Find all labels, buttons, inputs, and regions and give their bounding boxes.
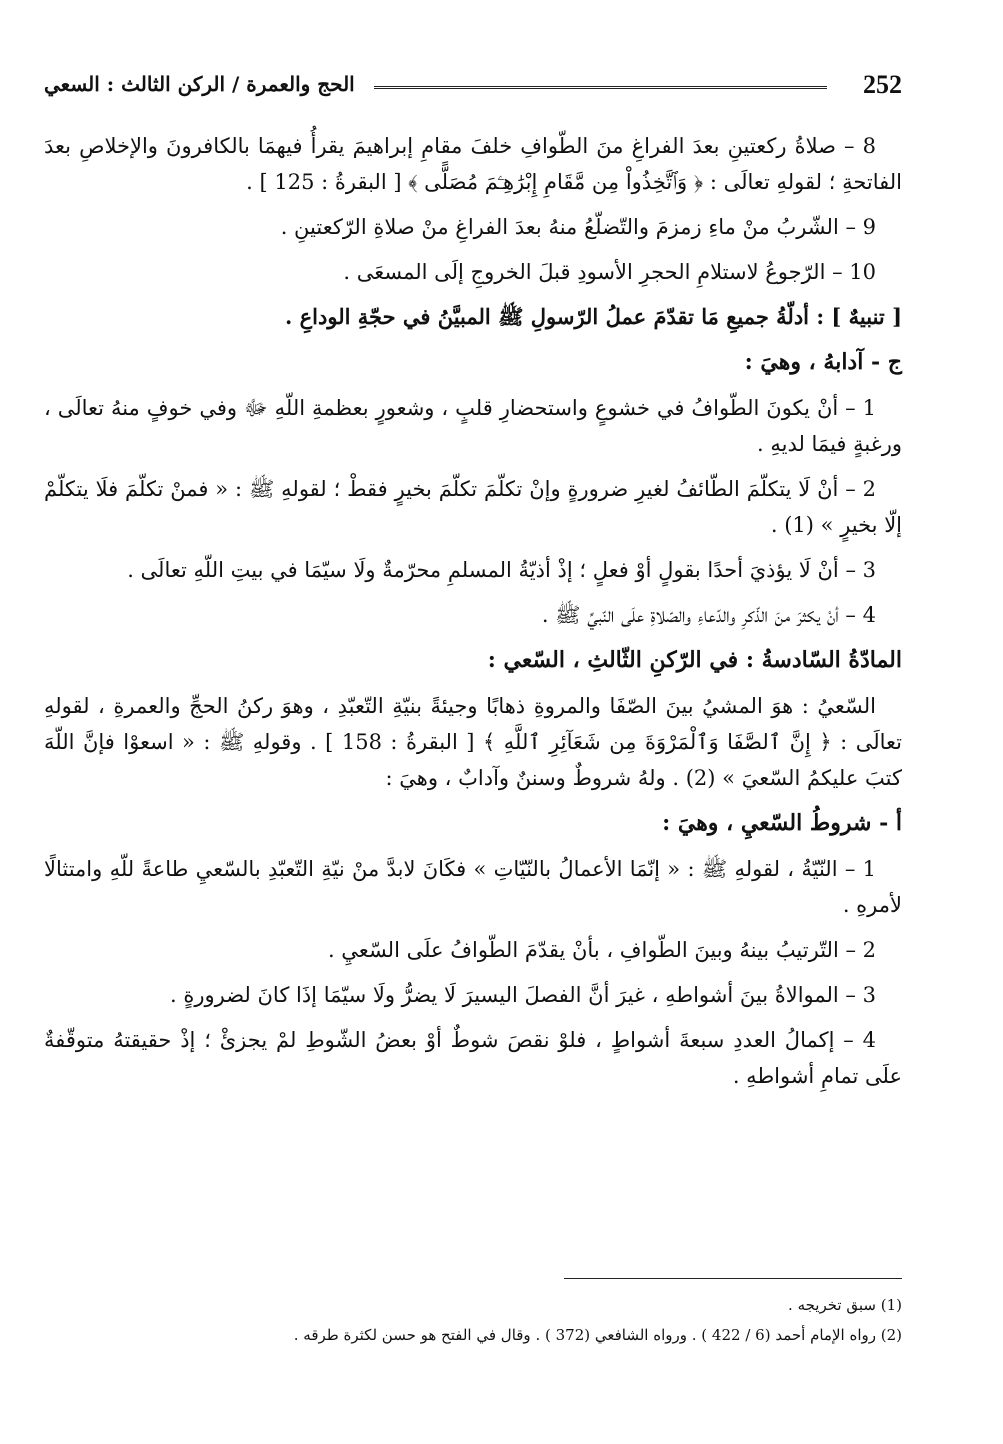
condition-2: 2 – التّرتيبُ بينهُ وبينَ الطّوافِ ، بأنْ يقدّمَ الطّوافُ علَى السّعيِ . — [327, 938, 876, 962]
heading-etiquette: ج - آدابهُ ، وهيَ : — [744, 349, 902, 375]
etiquette-4: 4 – أنْ يكثرَ منَ الذّكرِ والدّعاءِ والصّلاةِ علَى النّبيِّ ﷺ . — [541, 603, 876, 627]
condition-4: 4 – إكمالُ العددِ سبعةَ أشواطٍ ، فلوْ نقصَ شوطٌ أوْ بعضُ الشّوطِ لمْ يجزئْ ؛ إذْ حقيقتهُ متوقّفةٌ علَى تمامِ أشواطهِ . — [44, 1028, 902, 1088]
footnote-2: (2) رواه الإمام أحمد (6 / 422 ) . ورواه الشافعي (372 ) . وقال في الفتح هو حسن لكثرة طرقه . — [293, 1326, 902, 1344]
book-page — [44, 60, 902, 1430]
footnote-1: (1) سبق تخريجه . — [788, 1296, 902, 1314]
footnotes — [44, 1290, 902, 1350]
item-8: 8 – صلاةُ ركعتينِ بعدَ الفراغِ منَ الطّوافِ خلفَ مقامِ إبراهيمَ يقرأُ فيهمَا بالكافرونَ والإخلاصِ بعدَ الفاتحةِ ؛ لقولهِ تعالَى : ﴿ وَٱتَّخِذُواْ مِن مَّقَامِ إِبْرَٰهِـۧمَ مُصَلًّى ﴾ [ البقرةُ : 125 ] . — [44, 134, 902, 194]
item-10: 10 – الرّجوعُ لاستلامِ الحجرِ الأسودِ قبلَ الخروجِ إلَى المسعَى . — [343, 260, 876, 284]
header-rule — [374, 86, 827, 92]
page-number: 252 — [863, 70, 902, 99]
running-title: الحج والعمرة / الركن الثالث : السعي — [44, 72, 355, 96]
condition-3: 3 – الموالاةُ بينَ أشواطهِ ، غيرَ أنَّ الفصلَ اليسيرَ لَا يضرُّ ولَا سيّمَا إذَا كانَ لضرورةٍ . — [170, 983, 876, 1007]
condition-1: 1 – النّيّةُ ، لقولهِ ﷺ : « إنّمَا الأعمالُ بالنّيّاتِ » فكَانَ لابدَّ منْ نيّةِ التّعبّدِ بالسّعيِ طاعةً للّهِ وامتثالًا لأمرهِ . — [44, 857, 902, 917]
etiquette-1: 1 – أنْ يكونَ الطّوافُ في خشوعٍ واستحضارِ قلبٍ ، وشعورٍ بعظمةِ اللّهِ ﷻ وفي خوفٍ منهُ تعالَى ، ورغبةٍ فيمَا لديهِ . — [44, 396, 902, 456]
footnote-rule — [564, 1278, 902, 1279]
etiquette-3: 3 – أنْ لَا يؤذيَ أحدًا بقولٍ أوْ فعلٍ ؛ إذْ أذيّةُ المسلمِ محرّمةٌ ولَا سيّمَا في بيتِ اللّهِ تعالَى . — [127, 558, 876, 582]
note-paragraph: [ تنبيهٌ ] : أدلّةُ جميعِ مَا تقدّمَ عملُ الرّسولِ ﷺ المبيَّنُ في حجّةِ الوداعِ . — [285, 304, 902, 329]
etiquette-2: 2 – أنْ لَا يتكلّمَ الطّائفُ لغيرِ ضرورةٍ وإنْ تكلّمَ تكلّمَ بخيرٍ فقطْ ؛ لقولهِ ﷺ : « فمنْ تكلّمَ فلَا يتكلّمْ إلّا بخيرٍ » (1) . — [44, 477, 902, 537]
page-body — [44, 128, 902, 1103]
heading-conditions: أ - شروطُ السّعيِ ، وهيَ : — [662, 810, 902, 836]
sai-definition: السّعيُ : هوَ المشيُ بينَ الصّفَا والمروةِ ذهابًا وجيئةً بنيّةِ التّعبّدِ ، وهوَ ركنُ الحجِّ والعمرةِ ، لقولهِ تعالَى : ﴿ إِنَّ ٱلصَّفَا وَٱلْمَرْوَةَ مِن شَعَآئِرِ ٱللَّهِ ﴾ [ البقرةُ : 158 ] . وقولهِ ﷺ : « اسعوْا فإنَّ اللّهَ كتبَ عليكمُ السّعيَ » (2) . ولهُ شروطٌ وسننٌ وآدابٌ ، وهيَ : — [44, 694, 902, 790]
heading-article-6: المادّةُ السّادسةُ : في الرّكنِ الثّالثِ ، السّعي : — [487, 647, 902, 673]
item-9: 9 – الشّربُ منْ ماءِ زمزمَ والتّضلّعُ منهُ بعدَ الفراغِ منْ صلاةِ الرّكعتينِ . — [280, 215, 876, 239]
page-header — [44, 60, 902, 104]
